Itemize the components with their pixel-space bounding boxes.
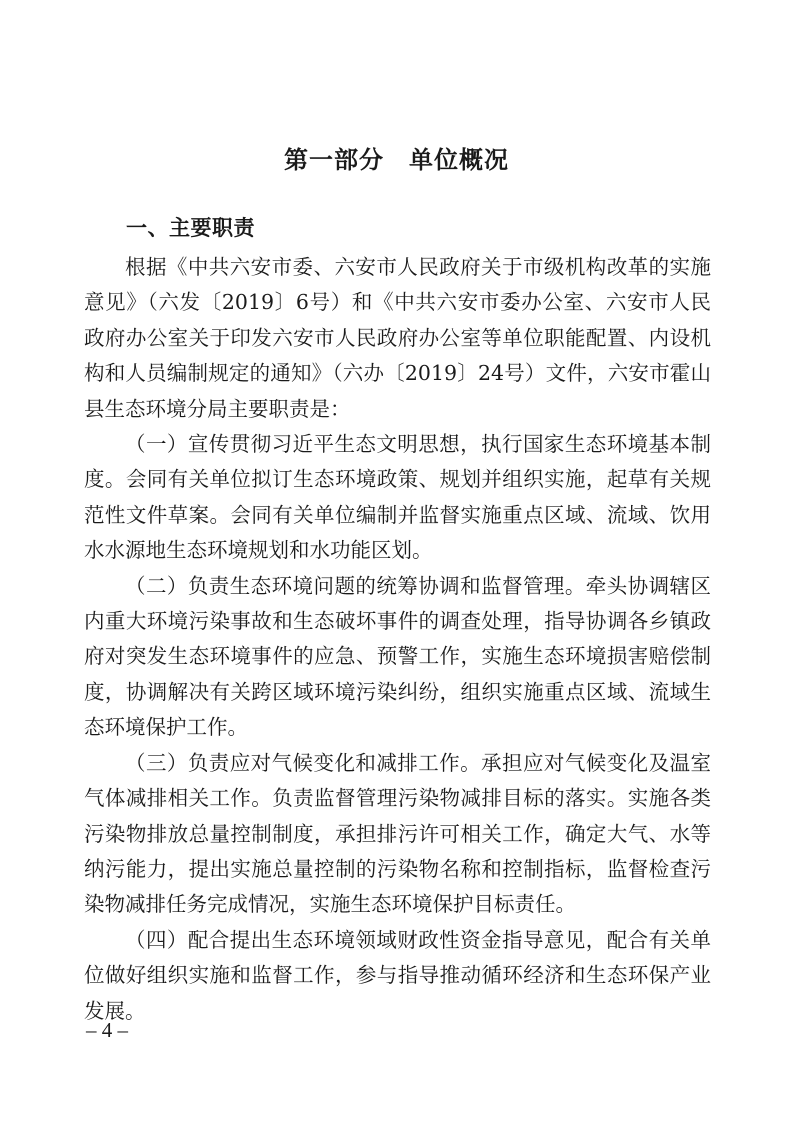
body-text	[84, 250, 711, 1029]
paragraph-duty-2: （二）负责生态环境问题的统筹协调和监督管理。牵头协调辖区内重大环境污染事故和生态破坏事件的调查处理，指导协调各乡镇政府对突发生态环境事件的应急、预警工作，实施生态环境损害赔偿制度，协调解决有关跨区域环境污染纠纷，组织实施重点区域、流域生态环境保护工作。	[84, 573, 711, 740]
section-heading: 一、主要职责	[126, 216, 255, 240]
paragraph-duty-4: （四）配合提出生态环境领域财政性资金指导意见，配合有关单位做好组织实施和监督工作，参与指导推动循环经济和生态环保产业发展。	[84, 927, 711, 1023]
paragraph-duty-3: （三）负责应对气候变化和减排工作。承担应对气候变化及温室气体减排相关工作。负责监督管理污染物减排目标的落实。实施各类污染物排放总量控制制度，承担排污许可相关工作，确定大气、水等纳污能力，提出实施总量控制的污染物名称和控制指标，监督检查污染物减排任务完成情况，实施生态环境保护目标责任。	[84, 750, 711, 917]
page-title: 第一部分 单位概况	[284, 146, 509, 174]
paragraph-intro: 根据《中共六安市委、六安市人民政府关于市级机构改革的实施意见》（六发〔2019〕6号）和《中共六安市委办公室、六安市人民政府办公室关于印发六安市人民政府办公室等单位职能配置、内设机构和人员编制规定的通知》（六办〔2019〕24号）文件，六安市霍山县生态环境分局主要职责是：	[84, 255, 711, 421]
paragraph-duty-1: （一）宣传贯彻习近平生态文明思想，执行国家生态环境基本制度。会同有关单位拟订生态环境政策、规划并组织实施，起草有关规范性文件草案。会同有关单位编制并监督实施重点区域、流域、饮用水水源地生态环境规划和水功能区划。	[84, 432, 711, 563]
page-number: – 4 –	[86, 1018, 128, 1042]
